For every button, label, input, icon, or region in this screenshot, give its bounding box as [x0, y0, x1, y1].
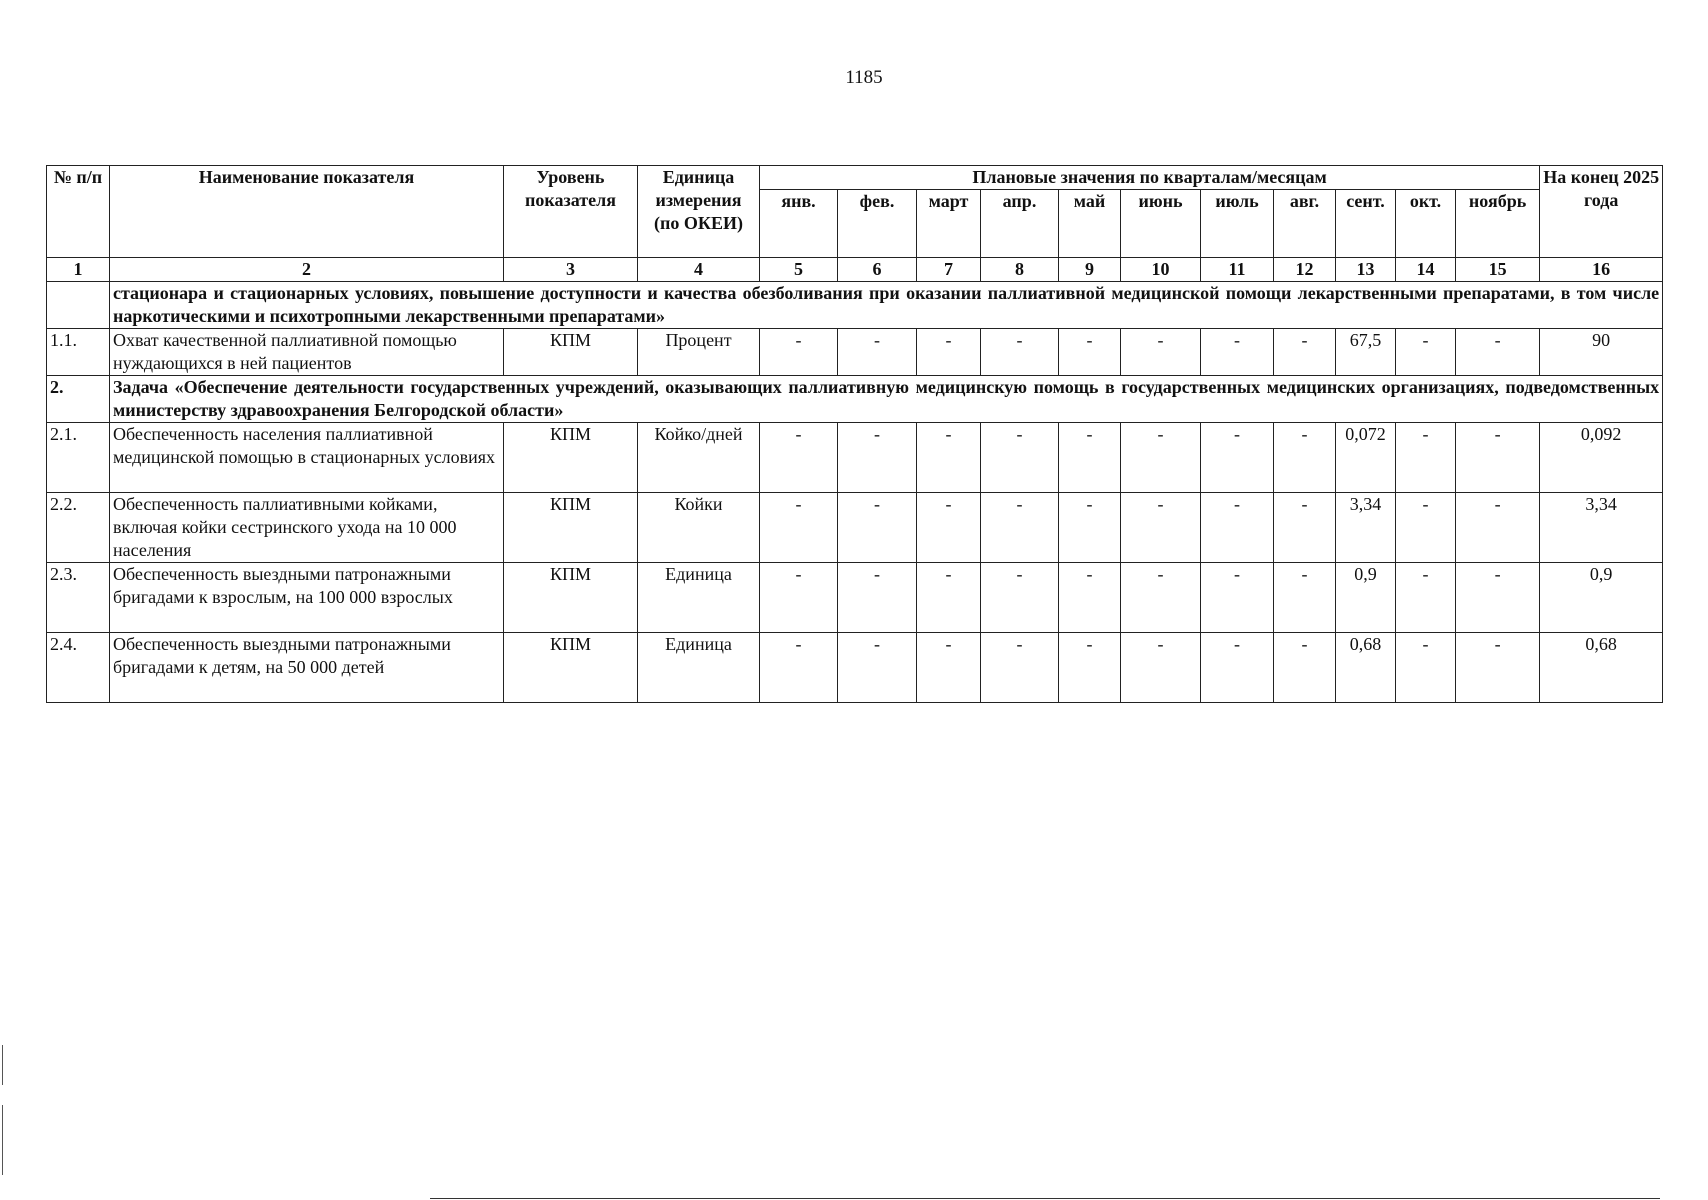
month-value: -: [1059, 563, 1121, 633]
month-value: -: [1456, 493, 1540, 563]
month-value: -: [981, 329, 1059, 376]
month-value: -: [1274, 423, 1336, 493]
month-value: -: [838, 633, 917, 703]
column-number: 8: [981, 258, 1059, 282]
header-end: На конец 2025 года: [1540, 166, 1663, 258]
header-month: янв.: [760, 190, 838, 258]
header-month: март: [917, 190, 981, 258]
month-value: -: [1059, 423, 1121, 493]
month-value: -: [1456, 329, 1540, 376]
month-value: -: [1396, 493, 1456, 563]
table-row: [47, 633, 1663, 703]
header-month: июнь: [1121, 190, 1201, 258]
month-value: -: [917, 633, 981, 703]
month-value: -: [1201, 563, 1274, 633]
indicator-level: КПМ: [504, 423, 638, 493]
indicator-unit: Процент: [638, 329, 760, 376]
indicator-name: Обеспеченность выездными патронажными бригадами к взрослым, на 100 000 взрослых: [110, 563, 504, 633]
page-number: 1185: [845, 67, 883, 88]
month-value: -: [917, 423, 981, 493]
month-value: -: [838, 329, 917, 376]
row-number: 2.2.: [47, 493, 110, 563]
month-value: 67,5: [1336, 329, 1396, 376]
month-value: -: [1201, 493, 1274, 563]
month-value: -: [1121, 329, 1201, 376]
month-value: -: [838, 493, 917, 563]
row-number: 2.4.: [47, 633, 110, 703]
continuation-text: стационара и стационарных условиях, повышение доступности и качества обезболивания при оказании паллиативной медицинской помощи лекарственными препаратами, в том числе наркотическими и психотропными лекарственными препаратами»: [110, 282, 1663, 329]
header-month: ноябрь: [1456, 190, 1540, 258]
end-value: 0,9: [1540, 563, 1663, 633]
indicator-name: Обеспеченность населения паллиативной медицинской помощью в стационарных условиях: [110, 423, 504, 493]
month-value: -: [1121, 563, 1201, 633]
month-value: -: [760, 329, 838, 376]
month-value: -: [1274, 563, 1336, 633]
month-value: -: [1396, 563, 1456, 633]
end-value: 3,34: [1540, 493, 1663, 563]
month-value: -: [1201, 423, 1274, 493]
column-number: 16: [1540, 258, 1663, 282]
column-number: 4: [638, 258, 760, 282]
month-value: -: [1456, 633, 1540, 703]
indicator-name: Охват качественной паллиативной помощью нуждающихся в ней пациентов: [110, 329, 504, 376]
month-value: -: [1059, 493, 1121, 563]
section-title: Задача «Обеспечение деятельности государственных учреждений, оказывающих паллиативную медицинскую помощь в государственных медицинских организациях, подведомственных министерству здравоохранения Белгородской области»: [110, 376, 1663, 423]
header-month: сент.: [1336, 190, 1396, 258]
month-value: -: [981, 423, 1059, 493]
month-value: -: [760, 563, 838, 633]
column-number: 12: [1274, 258, 1336, 282]
month-value: -: [1274, 633, 1336, 703]
indicator-name: Обеспеченность паллиативными койками, включая койки сестринского ухода на 10 000 населения: [110, 493, 504, 563]
month-value: -: [1456, 423, 1540, 493]
month-value: 0,072: [1336, 423, 1396, 493]
month-value: -: [981, 493, 1059, 563]
month-value: -: [1201, 633, 1274, 703]
column-number: 1: [47, 258, 110, 282]
month-value: -: [838, 563, 917, 633]
month-value: -: [1059, 633, 1121, 703]
column-number: 11: [1201, 258, 1274, 282]
header-num: № п/п: [47, 166, 110, 258]
month-value: -: [760, 493, 838, 563]
month-value: -: [760, 633, 838, 703]
header-level: Уровень показателя: [504, 166, 638, 258]
column-number: 9: [1059, 258, 1121, 282]
indicator-level: КПМ: [504, 329, 638, 376]
month-value: -: [981, 563, 1059, 633]
table-row: [47, 423, 1663, 493]
end-value: 0,092: [1540, 423, 1663, 493]
table-row: [47, 563, 1663, 633]
column-number: 14: [1396, 258, 1456, 282]
row-number: 2.3.: [47, 563, 110, 633]
indicator-unit: Койки: [638, 493, 760, 563]
header-month: апр.: [981, 190, 1059, 258]
month-value: -: [1121, 423, 1201, 493]
month-value: -: [917, 563, 981, 633]
indicator-unit: Койко/дней: [638, 423, 760, 493]
header-month: май: [1059, 190, 1121, 258]
month-value: -: [760, 423, 838, 493]
table-row: [47, 493, 1663, 563]
header-month: фев.: [838, 190, 917, 258]
indicator-level: КПМ: [504, 493, 638, 563]
continuation-blank: [47, 282, 110, 329]
column-number: 10: [1121, 258, 1201, 282]
end-value: 90: [1540, 329, 1663, 376]
end-value: 0,68: [1540, 633, 1663, 703]
scan-edge-mark: [2, 1105, 3, 1175]
header-planned: Плановые значения по кварталам/месяцам: [760, 166, 1540, 190]
column-number: 7: [917, 258, 981, 282]
month-value: -: [1121, 633, 1201, 703]
column-number: 5: [760, 258, 838, 282]
month-value: 0,9: [1336, 563, 1396, 633]
row-number: 2.1.: [47, 423, 110, 493]
month-value: 3,34: [1336, 493, 1396, 563]
month-value: -: [1059, 329, 1121, 376]
header-unit: Единица измерения (по ОКЕИ): [638, 166, 760, 258]
header-month: окт.: [1396, 190, 1456, 258]
month-value: -: [1201, 329, 1274, 376]
month-value: -: [838, 423, 917, 493]
month-value: -: [917, 493, 981, 563]
column-number: 6: [838, 258, 917, 282]
header-month: июль: [1201, 190, 1274, 258]
month-value: -: [1456, 563, 1540, 633]
indicator-unit: Единица: [638, 563, 760, 633]
column-number: 2: [110, 258, 504, 282]
month-value: -: [1396, 423, 1456, 493]
indicators-table: [46, 165, 1663, 703]
bottom-rule: [430, 1198, 1660, 1199]
scan-edge-mark: [2, 1045, 3, 1085]
column-number: 13: [1336, 258, 1396, 282]
column-number: 15: [1456, 258, 1540, 282]
header-month: авг.: [1274, 190, 1336, 258]
indicator-unit: Единица: [638, 633, 760, 703]
row-number: 1.1.: [47, 329, 110, 376]
column-number: 3: [504, 258, 638, 282]
month-value: -: [1396, 633, 1456, 703]
indicator-level: КПМ: [504, 563, 638, 633]
indicator-name: Обеспеченность выездными патронажными бригадами к детям, на 50 000 детей: [110, 633, 504, 703]
month-value: 0,68: [1336, 633, 1396, 703]
month-value: -: [1396, 329, 1456, 376]
month-value: -: [1121, 493, 1201, 563]
month-value: -: [917, 329, 981, 376]
month-value: -: [1274, 493, 1336, 563]
month-value: -: [981, 633, 1059, 703]
header-name: Наименование показателя: [110, 166, 504, 258]
table-row: [47, 329, 1663, 376]
indicator-level: КПМ: [504, 633, 638, 703]
section-number: 2.: [47, 376, 110, 423]
month-value: -: [1274, 329, 1336, 376]
